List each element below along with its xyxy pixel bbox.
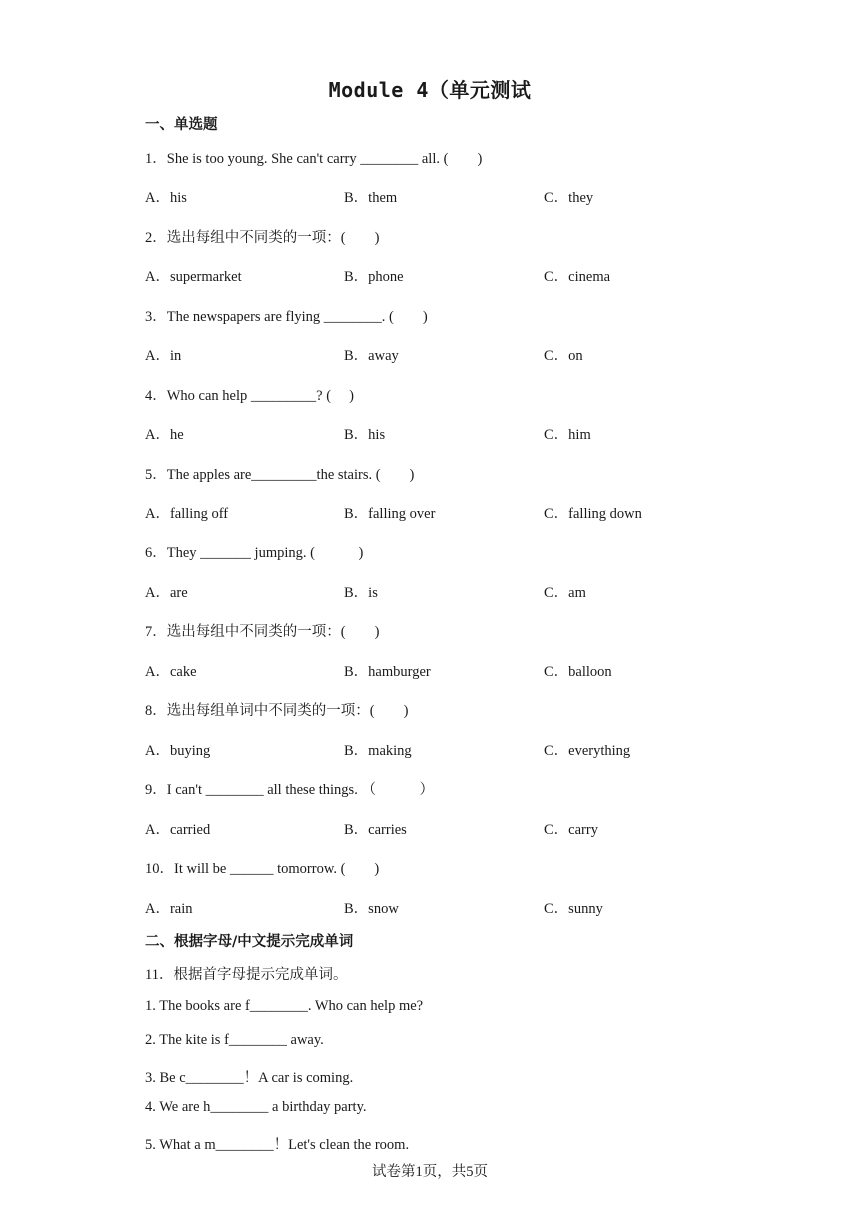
q1-option-b: B．them (344, 190, 398, 206)
q9-option-a: A．carried (145, 822, 211, 838)
q8-option-a: A．buying (145, 743, 211, 759)
q4-option-b: B．his (344, 427, 386, 443)
q11-item-2: 2. The kite is f________ away. (145, 1032, 324, 1048)
q5-option-b: B．falling over (344, 506, 436, 522)
question-9: 9．I can't ________ all these things. （ ） (145, 782, 434, 798)
q5-option-c: C．falling down (544, 506, 642, 522)
q2-option-b: B．phone (344, 269, 404, 285)
q11-item-1: 1. The books are f________. Who can help me? (145, 998, 424, 1014)
question-8: 8．选出每组单词中不同类的一项：( ) (145, 703, 409, 719)
q5-option-a: A．falling off (145, 506, 229, 522)
q4-option-c: C．him (544, 427, 591, 443)
q7-option-c: C．balloon (544, 664, 612, 680)
q11-item-4: 4. We are h________ a birthday party. (145, 1099, 367, 1115)
q10-option-c: C．sunny (544, 901, 603, 917)
question-6: 6．They _______ jumping. ( ) (145, 545, 364, 561)
page-title: Module 4（单元测试 (328, 78, 532, 102)
q11-item-3: 3. Be c________！A car is coming. (145, 1070, 354, 1086)
q2-option-c: C．cinema (544, 269, 611, 285)
q3-option-b: B．away (344, 348, 399, 364)
q8-option-c: C．everything (544, 743, 631, 759)
section-heading-word-completion: 二、根据字母/中文提示完成单词 (145, 934, 354, 950)
q9-option-c: C．carry (544, 822, 598, 838)
q6-option-b: B．is (344, 585, 378, 601)
question-2: 2．选出每组中不同类的一项：( ) (145, 230, 380, 246)
q8-option-b: B．making (344, 743, 412, 759)
question-3: 3．The newspapers are flying ________. ( ) (145, 309, 428, 325)
question-10: 10．It will be ______ tomorrow. ( ) (145, 861, 380, 877)
q3-option-a: A．in (145, 348, 182, 364)
q2-option-a: A．supermarket (145, 269, 242, 285)
q10-option-b: B．snow (344, 901, 399, 917)
q6-option-c: C．am (544, 585, 586, 601)
q10-option-a: A．rain (145, 901, 193, 917)
page-footer: 试卷第1页，共5页 (372, 1164, 488, 1180)
question-1: 1．She is too young. She can't carry ________ all. ( ) (145, 151, 483, 167)
q1-option-c: C．they (544, 190, 594, 206)
q1-option-a: A．his (145, 190, 187, 206)
q11-item-5: 5. What a m________！Let's clean the room. (145, 1137, 410, 1153)
section-heading-single-choice: 一、单选题 (145, 117, 218, 133)
q9-option-b: B．carries (344, 822, 407, 838)
question-11-prompt: 11．根据首字母提示完成单词。 (145, 967, 348, 983)
question-7: 7．选出每组中不同类的一项：( ) (145, 624, 380, 640)
q4-option-a: A．he (145, 427, 184, 443)
q7-option-b: B．hamburger (344, 664, 431, 680)
question-4: 4．Who can help _________? ( ) (145, 388, 354, 404)
q6-option-a: A．are (145, 585, 188, 601)
q7-option-a: A．cake (145, 664, 197, 680)
question-5: 5．The apples are_________the stairs. ( ) (145, 467, 415, 483)
q3-option-c: C．on (544, 348, 583, 364)
